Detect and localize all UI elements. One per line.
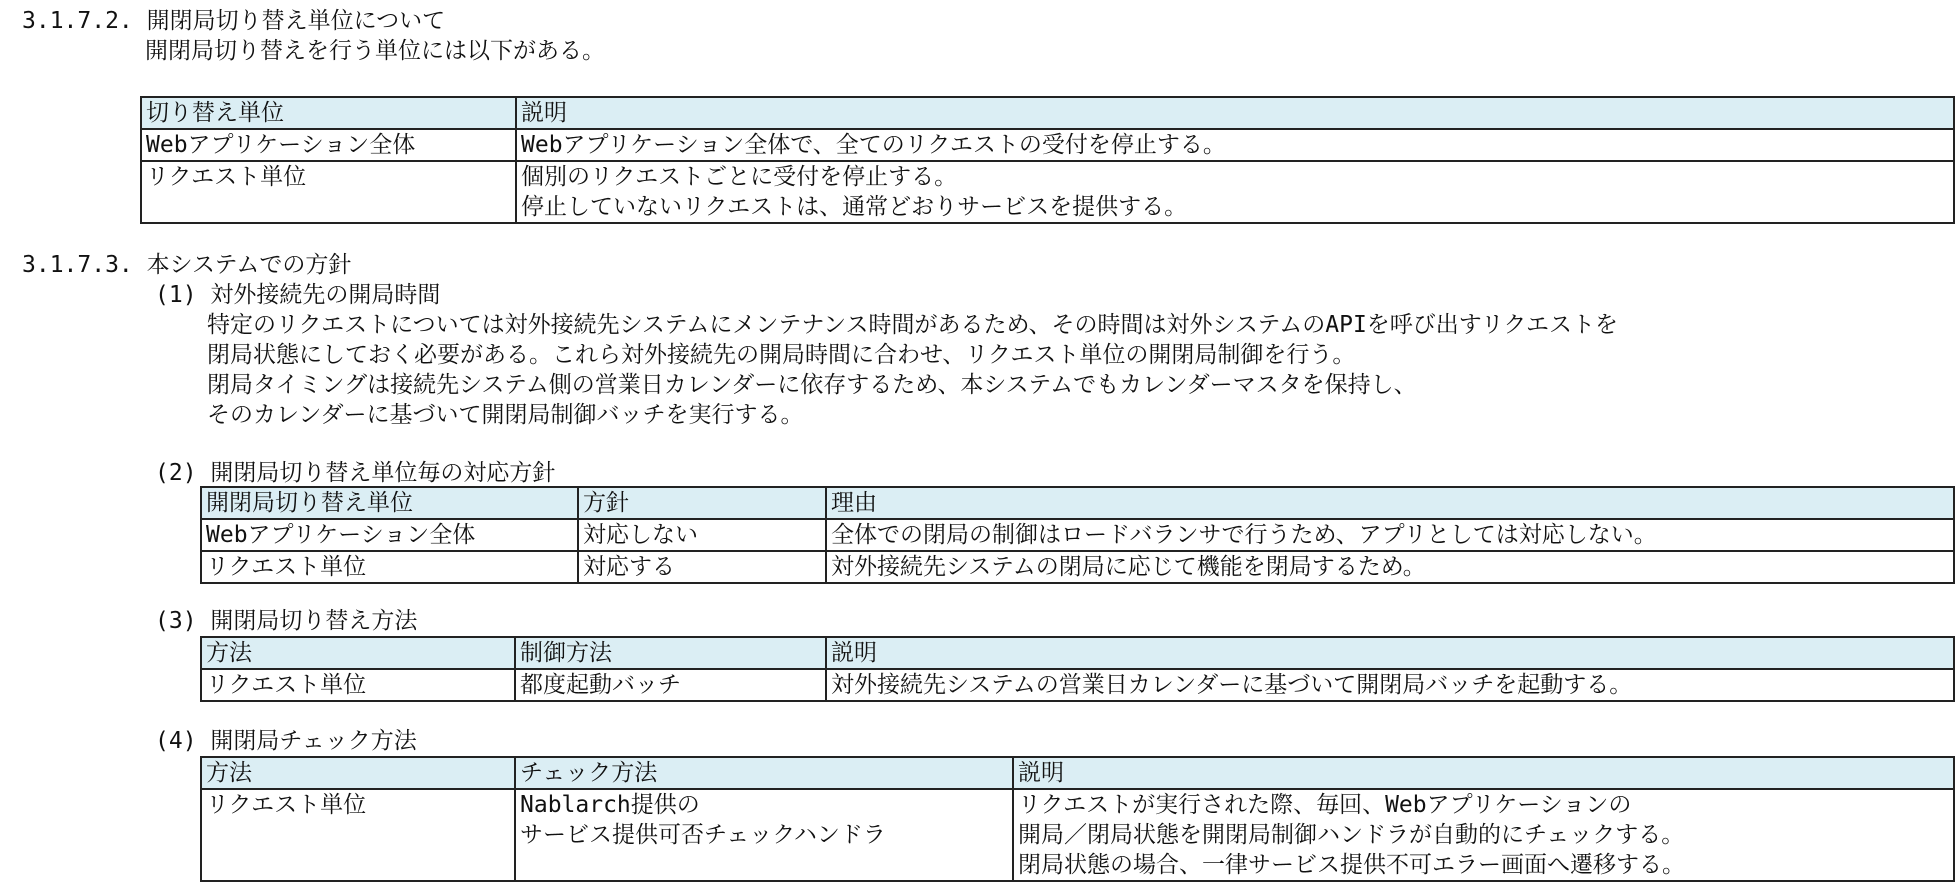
table-cell: 対応しない (578, 519, 826, 551)
table-header-row (201, 757, 1954, 789)
table-cell: Webアプリケーション全体で、全てのリクエストの受付を停止する。 (516, 129, 1954, 161)
header-cell: 説明 (516, 97, 1954, 129)
header-cell: 方法 (201, 757, 515, 789)
table-cell: リクエスト単位 (201, 551, 578, 583)
header-cell: チェック方法 (515, 757, 1013, 789)
header-cell: 理由 (826, 487, 1954, 519)
table-cell: 対外接続先システムの閉局に応じて機能を閉局するため。 (826, 551, 1954, 583)
table-cell (1013, 789, 1954, 881)
subsection-number: (2) (155, 460, 197, 486)
cell-line: 閉局状態の場合、一律サービス提供不可エラー画面へ遷移する。 (1018, 852, 1685, 878)
header-cell: 制御方法 (515, 637, 826, 669)
section-title: 開閉局切り替え単位について (146, 8, 446, 34)
cell-line: Nablarch提供の (520, 792, 700, 818)
table-cell: 全体での閉局の制御はロードバランサで行うため、アプリとしては対応しない。 (826, 519, 1954, 551)
section-number: 3.1.7.2. (22, 8, 133, 34)
subsection-title: 開閉局切り替え方法 (210, 608, 418, 634)
subsection-title: 開閉局チェック方法 (210, 728, 417, 754)
subsection-number: (1) (155, 282, 197, 308)
paragraph-line: 閉局状態にしておく必要がある。これら対外接続先の開局時間に合わせ、リクエスト単位の開閉局制御を行う。 (207, 342, 1356, 368)
subsection-3-heading (155, 606, 417, 636)
table-cell: 対外接続先システムの営業日カレンダーに基づいて開閉局バッチを起動する。 (826, 669, 1954, 701)
switch-method-table (200, 636, 1955, 702)
table-row (141, 129, 1954, 161)
cell-line: 停止していないリクエストは、通常どおりサービスを提供する。 (521, 194, 1188, 220)
header-cell: 方法 (201, 637, 515, 669)
table-cell: リクエスト単位 (141, 161, 516, 223)
section-3173-heading (22, 250, 351, 280)
paragraph-line: そのカレンダーに基づいて開閉局制御バッチを実行する。 (207, 402, 804, 428)
table-cell (515, 789, 1013, 881)
subsection-title: 対外接続先の開局時間 (210, 282, 441, 308)
subsection-title: 開閉局切り替え単位毎の対応方針 (210, 460, 556, 486)
header-cell: 方針 (578, 487, 826, 519)
subsection-1-body (207, 310, 1618, 430)
header-cell: 説明 (1013, 757, 1954, 789)
table-cell: Webアプリケーション全体 (141, 129, 516, 161)
subsection-4-heading (155, 726, 417, 756)
table-header-row (201, 487, 1954, 519)
header-cell: 説明 (826, 637, 1954, 669)
table-row (201, 789, 1954, 881)
table-cell: リクエスト単位 (201, 669, 515, 701)
cell-line: 個別のリクエストごとに受付を停止する。 (521, 164, 958, 190)
subsection-number: (3) (155, 608, 197, 634)
table-row (201, 669, 1954, 701)
table-cell: リクエスト単位 (201, 789, 515, 881)
table-row (141, 161, 1954, 223)
subsection-2-heading (155, 458, 555, 488)
section-title: 本システムでの方針 (146, 252, 352, 278)
section-3172-description: 開閉局切り替えを行う単位には以下がある。 (145, 38, 605, 64)
policy-table (200, 486, 1955, 584)
table-header-row (201, 637, 1954, 669)
section-3172-heading (22, 6, 445, 36)
table-cell: 対応する (578, 551, 826, 583)
switch-unit-table (140, 96, 1955, 224)
table-header-row (141, 97, 1954, 129)
subsection-number: (4) (155, 728, 197, 754)
subsection-1-heading (155, 280, 440, 310)
cell-line: リクエストが実行された際、毎回、Webアプリケーションの (1018, 792, 1632, 818)
paragraph-line: 特定のリクエストについては対外接続先システムにメンテナンス時間があるため、その時間は対外システムのAPIを呼び出すリクエストを (207, 312, 1618, 338)
header-cell: 切り替え単位 (141, 97, 516, 129)
table-cell (516, 161, 1954, 223)
paragraph-line: 閉局タイミングは接続先システム側の営業日カレンダーに依存するため、本システムでもカレンダーマスタを保持し、 (207, 372, 1417, 398)
cell-line: サービス提供可否チェックハンドラ (520, 822, 886, 848)
check-method-table (200, 756, 1955, 882)
table-cell: 都度起動バッチ (515, 669, 826, 701)
cell-line: 開局／閉局状態を開閉局制御ハンドラが自動的にチェックする。 (1018, 822, 1685, 848)
table-cell: Webアプリケーション全体 (201, 519, 578, 551)
table-row (201, 519, 1954, 551)
table-row (201, 551, 1954, 583)
section-number: 3.1.7.3. (22, 252, 133, 278)
header-cell: 開閉局切り替え単位 (201, 487, 578, 519)
